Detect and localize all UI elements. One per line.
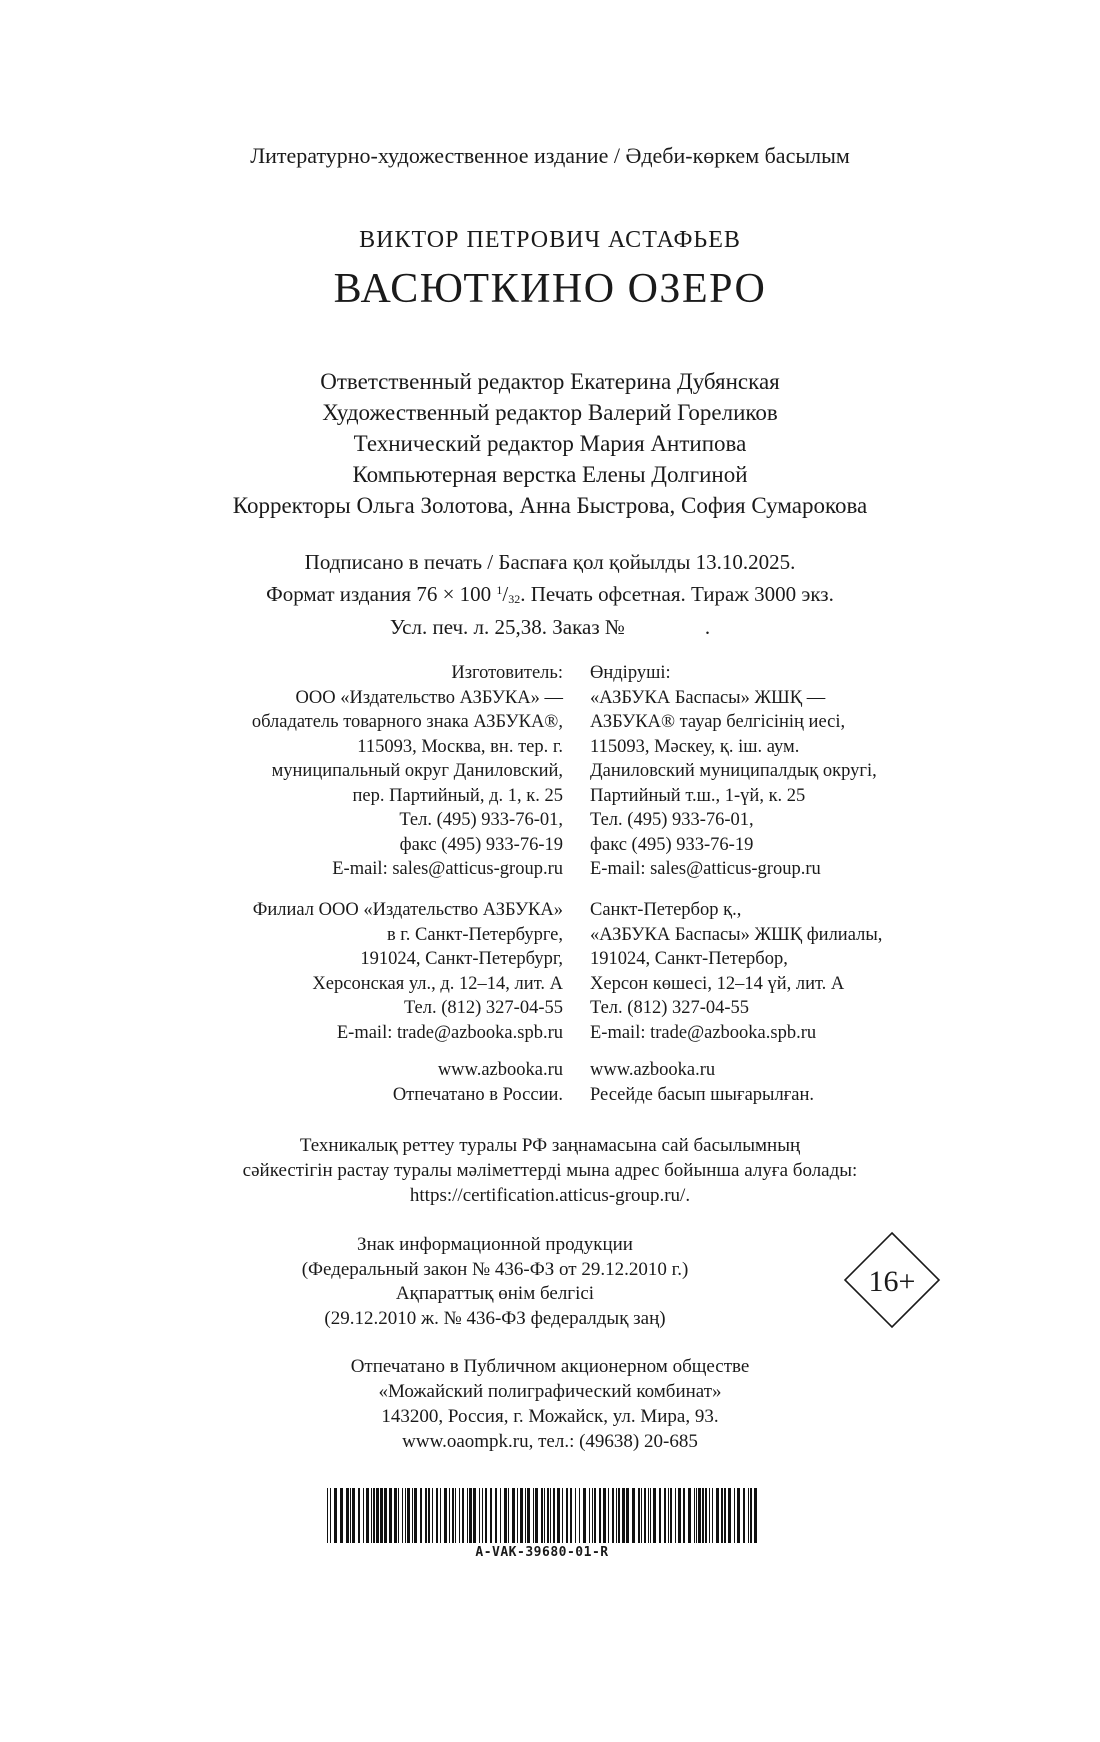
info-sign-line: Знак информационной продукции xyxy=(357,1234,633,1255)
barcode-bar xyxy=(592,1488,593,1543)
barcode-bar xyxy=(495,1488,497,1543)
barcode-bar xyxy=(346,1488,349,1543)
barcode-bar xyxy=(694,1488,695,1543)
barcode-bar xyxy=(550,1488,551,1543)
barcode-bar xyxy=(412,1488,413,1543)
edition-type: Литературно-художественное издание / Әдеби-көркем басылым xyxy=(250,143,850,168)
barcode-bar xyxy=(721,1488,723,1543)
barcode-bar xyxy=(508,1488,509,1543)
credits-list xyxy=(0,366,1100,521)
certification-line: сәйкестігін растау туралы мәліметтерді мына адрес бойынша алуға болады: xyxy=(242,1160,858,1181)
certification-note xyxy=(0,1133,1100,1208)
info-sign-line: Ақпараттық өнім белгісі xyxy=(395,1283,595,1304)
barcode-bar xyxy=(702,1488,704,1543)
barcode-bar xyxy=(626,1488,629,1543)
manufacturer-kz-line: Партийный т.ш., 1-үй, к. 25 xyxy=(590,785,806,806)
barcode xyxy=(327,1488,757,1543)
barcode-bar xyxy=(533,1488,534,1543)
barcode-bar xyxy=(459,1488,460,1543)
barcode-bar xyxy=(479,1488,480,1543)
barcode-bar xyxy=(525,1488,526,1543)
barcode-bar xyxy=(440,1488,441,1543)
format-prefix: Формат издания 76 × 100 xyxy=(266,582,492,606)
barcode-bar xyxy=(728,1488,731,1543)
format-fraction-denominator: 32 xyxy=(508,592,521,606)
manufacturer-ru-line: муниципальный округ Даниловский, xyxy=(271,761,563,781)
manufacturer-kz-line: 115093, Мәскеу, қ. іш. аум. xyxy=(590,736,800,757)
barcode-bar xyxy=(473,1488,476,1543)
barcode-bar xyxy=(432,1488,433,1543)
manufacturer-ru-line: ООО «Издательство АЗБУКА» — xyxy=(295,687,563,708)
barcode-bar xyxy=(482,1488,483,1543)
barcode-bar xyxy=(520,1488,523,1543)
barcode-bar xyxy=(670,1488,672,1543)
manufacturer-kz-line: факс (495) 933-76-19 xyxy=(590,834,754,855)
branch-kz xyxy=(590,898,882,1045)
barcode-bar xyxy=(553,1488,555,1543)
print-info xyxy=(0,548,1100,641)
branch-ru-line: Тел. (812) 327-04-55 xyxy=(403,998,563,1018)
barcode-bar xyxy=(363,1488,364,1543)
barcode-bar xyxy=(414,1488,417,1543)
barcode-bar xyxy=(330,1488,331,1543)
author-name: ВИКТОР ПЕТРОВИЧ АСТАФЬЕВ xyxy=(359,227,741,253)
printer-line: «Можайский полиграфический комбинат» xyxy=(378,1381,722,1402)
barcode-bar xyxy=(683,1488,685,1543)
website-ru xyxy=(393,1058,563,1107)
barcode-bar xyxy=(420,1488,422,1543)
website-kz xyxy=(590,1058,814,1107)
barcode-bar xyxy=(394,1488,397,1543)
barcode-bar xyxy=(653,1488,656,1543)
barcode-bar xyxy=(467,1488,468,1543)
manufacturer-ru-line: 115093, Москва, вн. тер. г. xyxy=(357,736,563,757)
manufacturer-ru-line: E-mail: sales@atticus-group.ru xyxy=(332,859,563,879)
barcode-code: A-VAK-39680-01-R xyxy=(475,1545,609,1560)
credit-line: Художественный редактор Валерий Гореликов xyxy=(322,400,778,425)
barcode-bar xyxy=(743,1488,745,1543)
barcode-bar xyxy=(754,1488,757,1543)
branch-kz-line: Херсон көшесі, 12–14 үй, лит. А xyxy=(590,973,845,994)
barcode-bar xyxy=(724,1488,726,1543)
manufacturer-ru-line: Тел. (495) 933-76-01, xyxy=(399,810,563,830)
barcode-bar xyxy=(405,1488,406,1543)
branch-ru xyxy=(253,898,563,1045)
manufacturer-kz xyxy=(590,661,877,882)
barcode-bar xyxy=(527,1488,530,1543)
credit-line: Ответственный редактор Екатерина Дубянская xyxy=(320,369,780,394)
barcode-bar xyxy=(648,1488,649,1543)
barcode-bar xyxy=(589,1488,590,1543)
barcode-bar xyxy=(490,1488,492,1543)
website-link: www.azbooka.ru xyxy=(437,1060,563,1080)
barcode-bar xyxy=(557,1488,560,1543)
barcode-bar xyxy=(566,1488,568,1543)
branch-ru-line: E-mail: trade@azbooka.spb.ru xyxy=(336,1022,563,1043)
manufacturer-kz-line: Даниловский муниципалдық округі, xyxy=(590,761,877,781)
barcode-bar xyxy=(541,1488,543,1543)
credit-line: Корректоры Ольга Золотова, Анна Быстрова, София Сумарокова xyxy=(232,493,868,518)
barcode-bar xyxy=(712,1488,713,1543)
certification-line: Техникалық реттеу туралы РФ заңнамасына сай басылымның xyxy=(299,1135,801,1156)
barcode-bar xyxy=(562,1488,563,1543)
branch-kz-line: E-mail: trade@azbooka.spb.ru xyxy=(590,1022,817,1043)
barcode-bar xyxy=(500,1488,501,1543)
manufacturer-ru-line: Изготовитель: xyxy=(451,663,563,683)
barcode-bar xyxy=(698,1488,701,1543)
branch-ru-line: Херсонская ул., д. 12–14, лит. А xyxy=(312,973,563,994)
manufacturer-ru-line: обладатель товарного знака АЗБУКА®, xyxy=(251,712,563,732)
barcode-bar xyxy=(696,1488,697,1543)
barcode-bar xyxy=(650,1488,651,1543)
barcode-bar xyxy=(449,1488,450,1543)
barcode-bar xyxy=(583,1488,586,1543)
barcode-bar xyxy=(594,1488,596,1543)
credit-line: Технический редактор Мария Антипова xyxy=(353,431,747,456)
barcode-bar xyxy=(366,1488,369,1543)
manufacturer-kz-line: Өндіруші: xyxy=(590,663,671,683)
branch-ru-line: в г. Санкт-Петербурге, xyxy=(386,924,563,945)
barcode-bar xyxy=(570,1488,572,1543)
credit-line: Компьютерная верстка Елены Долгиной xyxy=(352,462,748,487)
barcode-bar xyxy=(452,1488,454,1543)
order-line xyxy=(0,613,1100,641)
barcode-bar xyxy=(748,1488,749,1543)
barcode-bar xyxy=(402,1488,403,1543)
order-text: Усл. печ. л. 25,38. Заказ № xyxy=(389,615,625,639)
printer-info xyxy=(0,1354,1100,1454)
manufacturer-ru xyxy=(252,661,563,882)
certification-url: https://certification.atticus-group.ru/. xyxy=(409,1185,691,1206)
barcode-bar xyxy=(599,1488,601,1543)
barcode-bar xyxy=(436,1488,438,1543)
barcode-bar xyxy=(675,1488,676,1543)
barcode-bar xyxy=(371,1488,372,1543)
barcode-bar xyxy=(407,1488,410,1543)
barcode-bar xyxy=(618,1488,620,1543)
barcode-bar xyxy=(425,1488,427,1543)
barcode-bar xyxy=(678,1488,681,1543)
printer-line: Отпечатано в Публичном акционерном обществе xyxy=(350,1356,750,1377)
barcode-bar xyxy=(544,1488,545,1543)
barcode-bar xyxy=(352,1488,355,1543)
barcode-bar xyxy=(709,1488,710,1543)
branch-kz-line: Тел. (812) 327-04-55 xyxy=(590,998,750,1018)
barcode-bar xyxy=(612,1488,614,1543)
barcode-bar xyxy=(716,1488,719,1543)
barcode-bar xyxy=(575,1488,576,1543)
barcode-bar xyxy=(376,1488,379,1543)
format-fraction-numerator: 1 xyxy=(496,583,503,597)
info-sign-line: (29.12.2010 ж. № 436-ФЗ федералдық заң) xyxy=(324,1307,666,1329)
website-link: www.azbooka.ru xyxy=(590,1060,716,1080)
barcode-bar xyxy=(504,1488,507,1543)
barcode-bar xyxy=(737,1488,740,1543)
barcode-bar xyxy=(668,1488,669,1543)
barcode-bar xyxy=(350,1488,351,1543)
branch-kz-line: «АЗБУКА Баспасы» ЖШҚ филиалы, xyxy=(590,924,883,945)
barcode-bar xyxy=(622,1488,625,1543)
barcode-bar xyxy=(750,1488,752,1543)
barcode-bar xyxy=(373,1488,375,1543)
barcode-bar xyxy=(428,1488,430,1543)
barcode-bar xyxy=(469,1488,472,1543)
barcode-bar xyxy=(734,1488,735,1543)
barcode-bar xyxy=(462,1488,464,1543)
book-title: ВАСЮТКИНО ОЗЕРО xyxy=(333,266,767,312)
signed-date: Подписано в печать / Баспаға қол қойылды 13.10.2025. xyxy=(304,550,796,574)
branch-kz-line: Санкт-Петербор қ., xyxy=(590,900,742,920)
barcode-bar xyxy=(638,1488,640,1543)
branch-ru-line: 191024, Санкт-Петербург, xyxy=(360,949,563,969)
barcode-bar xyxy=(608,1488,609,1543)
barcode-bar xyxy=(389,1488,392,1543)
barcode-bar xyxy=(688,1488,691,1543)
barcode-bar xyxy=(334,1488,337,1543)
barcode-bar xyxy=(517,1488,518,1543)
barcode-bar xyxy=(579,1488,580,1543)
age-rating-badge xyxy=(842,1230,942,1330)
manufacturer-ru-line: факс (495) 933-76-19 xyxy=(399,834,563,855)
printed-in: Отпечатано в России. xyxy=(392,1084,563,1105)
barcode-bar xyxy=(340,1488,343,1543)
barcode-bar xyxy=(535,1488,538,1543)
barcode-bar xyxy=(327,1488,328,1543)
barcode-bar xyxy=(632,1488,635,1543)
info-sign-line: (Федеральный закон № 436-ФЗ от 29.12.2010 г.) xyxy=(301,1258,689,1280)
barcode-bar xyxy=(380,1488,383,1543)
manufacturer-kz-line: E-mail: sales@atticus-group.ru xyxy=(590,859,821,879)
format-line: Формат издания 76 × 100 $^1/_{32}$. Печать офсетная. Тираж 3000 экз. xyxy=(266,582,834,606)
branch-ru-line: Филиал ООО «Издательство АЗБУКА» xyxy=(252,900,563,920)
barcode-bar xyxy=(644,1488,646,1543)
barcode-bar xyxy=(659,1488,661,1543)
order-end: . xyxy=(704,615,711,639)
printed-in: Ресейде басып шығарылған. xyxy=(590,1084,815,1105)
manufacturer-ru-line: пер. Партийный, д. 1, к. 25 xyxy=(352,785,563,806)
barcode-bar xyxy=(512,1488,515,1543)
printer-line: 143200, Россия, г. Можайск, ул. Мира, 93. xyxy=(381,1406,719,1427)
barcode-bar xyxy=(664,1488,666,1543)
format-suffix: . Печать офсетная. Тираж 3000 экз. xyxy=(520,582,834,606)
barcode-bar xyxy=(455,1488,456,1543)
barcode-bar xyxy=(485,1488,487,1543)
manufacturer-kz-line: Тел. (495) 933-76-01, xyxy=(590,810,754,830)
barcode-bar xyxy=(603,1488,606,1543)
branch-kz-line: 191024, Санкт-Петербор, xyxy=(590,949,788,969)
barcode-bar xyxy=(616,1488,617,1543)
barcode-bar xyxy=(384,1488,387,1543)
barcode-bar xyxy=(547,1488,549,1543)
manufacturer-kz-line: «АЗБУКА Баспасы» ЖШҚ — xyxy=(590,687,826,708)
barcode-bar xyxy=(358,1488,360,1543)
printer-line: www.oaompk.ru, тел.: (49638) 20-685 xyxy=(402,1431,698,1452)
barcode-bar xyxy=(641,1488,642,1543)
barcode-bar xyxy=(444,1488,447,1543)
age-rating: 16+ xyxy=(868,1265,916,1298)
manufacturer-kz-line: АЗБУКА® тауар белгісінің иесі, xyxy=(590,712,846,732)
barcode-bar xyxy=(705,1488,707,1543)
barcode-bar xyxy=(398,1488,399,1543)
